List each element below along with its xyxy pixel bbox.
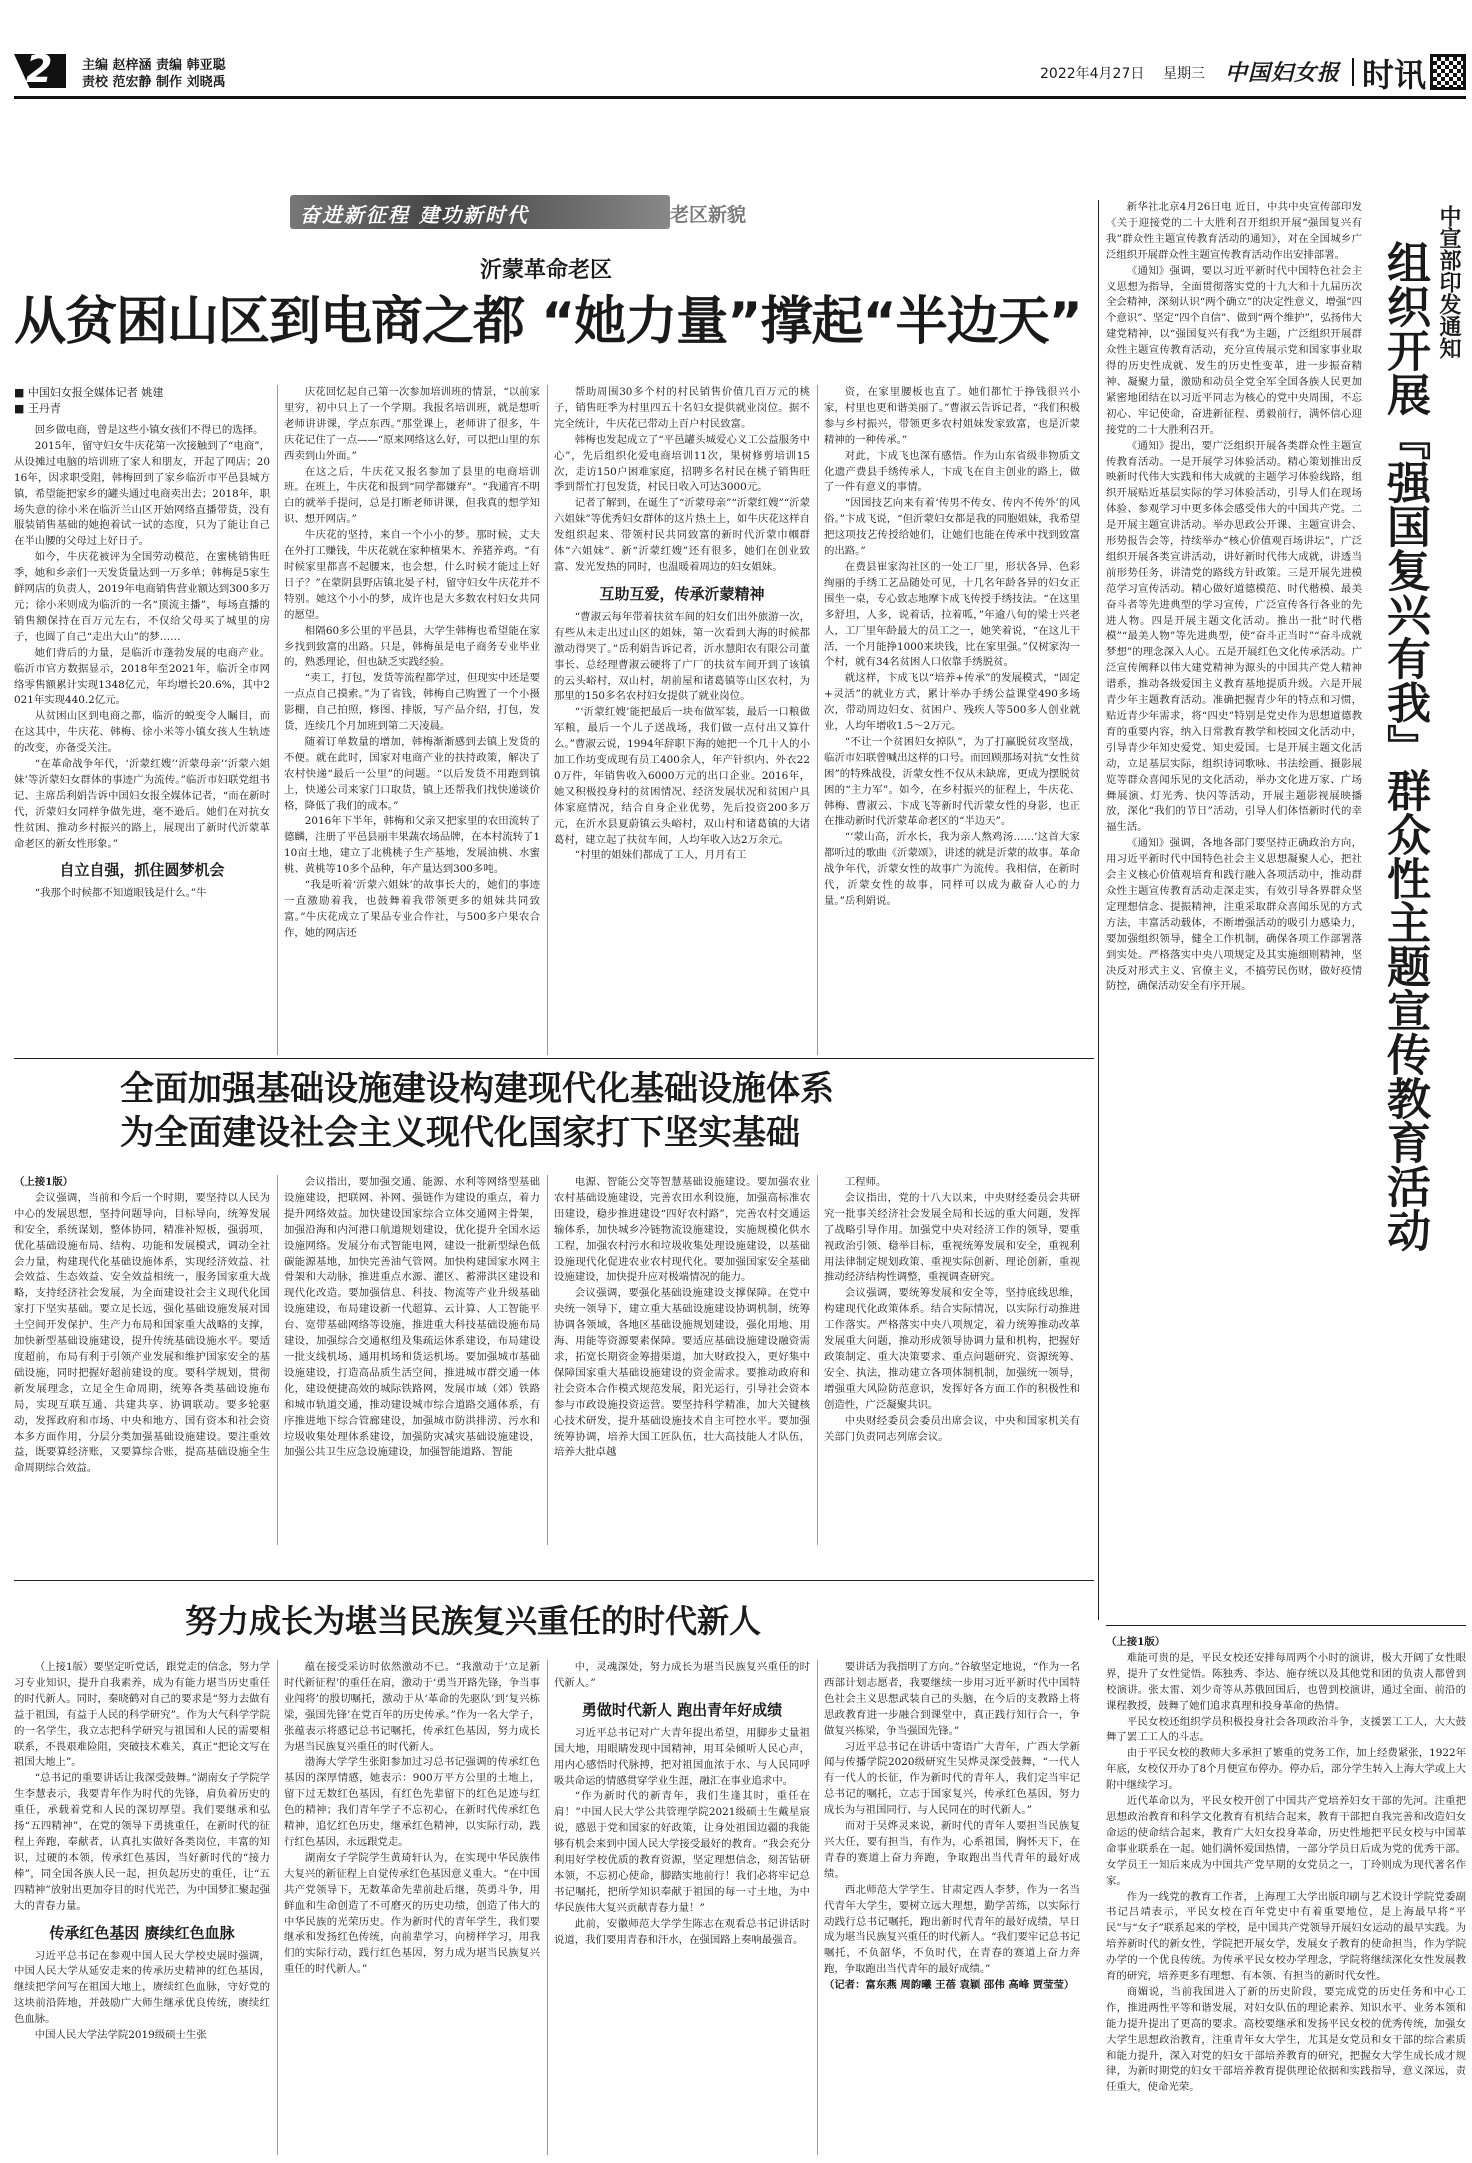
sidebar-article xyxy=(1106,200,1362,995)
paper-logo: 中国妇女报 xyxy=(1225,60,1341,86)
paragraph: （上接1版）要坚定听党话，跟党走的信念，努力学习专业知识，提升自我素养，成为有能力堪当历史重任的时代新人。同时，秦晓鹤对自己的要求是“努力去做有益于祖国，有益于人民的科学研究”。作为大气科学学院的一名学生，我立志把科学研究与祖国和人民的需要相联系，不畏艰难险阻，突破技术难关，真正“把论文写在祖国大地上”。 xyxy=(14,1661,270,1769)
paragraph: 《通知》提出，要广泛组织开展各类群众性主题宣传教育活动。一是开展学习体验活动。精心策划推出反映新时代伟大实践和伟大成就的主题学习体验线路，组织开展贴近基层实际的学习体验活动，引导人们在现场体验、参观学习中更多体会感受伟大的中国共产党。二是开展主题宣讲活动。举办思政公开课、主题宣讲会、形势报告会等，持续举办“核心价值观百场讲坛”，广泛组织开展各类宣讲活动，讲好新时代伟大成就，讲透当前形势任务，讲清党的路线方针政策。三是开展先进模范学习宣传活动。精心做好道德模范、时代楷模、最美奋斗者等先进典型的学习宣传，广泛宣传各行各业的先进人物。四是开展主题文化活动。推出一批“时代楷模”“最美人物”等先进典型，使“奋斗正当时”“奋斗成就梦想”的理念深入人心。五是开展红色文化传承活动。广泛宣传阐释以伟大建党精神为源头的中国共产党人精神谱系，推动各级爱国主义教育基地提质升级。六是开展青少年主题教育活动。准确把握青少年的特点和习惯，贴近青少年需求，将“四史”特别是党史作为思想道德教育的重要内容，纳入日常教育教学和校园文化活动中，引导青少年知史爱党、知史爱国。七是开展主题文化活动，立足基层实际，组织诗词歌咏、书法绘画、摄影展览等群众喜闻乐见的文化活动，举办文化进万家、广场舞展演、灯光秀、快闪等活动，开展主题影视展映播放，深化“我们的节日”活动，引导人们体悟新时代的幸福生活。 xyxy=(1106,439,1362,834)
sidebar-bottom-rule xyxy=(1106,1625,1466,1626)
article1-subheading-2: 互助互爱，传承沂蒙精神 xyxy=(599,584,765,603)
paragraph: 蕴在接受采访时依然激动不已。“我激动于‘立足新时代新征程’的重任在肩，激动于‘勇当开路先锋，争当事业闯将’的殷切嘱托，激动于从‘革命的先驱队’到‘复兴栋梁，强国先锋’在党百年的历史传承。”作为一名大学子，张蕴表示将感记总书记嘱托，传承红色基因，努力成长为堪当民族复兴重任的时代新人。 xyxy=(284,1661,540,1753)
article2-headline-1: 全面加强基础设施建设构建现代化基础设施体系 xyxy=(120,1069,834,1109)
article1-byline-1: ■ 中国妇女报全媒体记者 姚建 xyxy=(14,386,164,399)
article3-subheading-1: 传承红色基因 赓续红色血脉 xyxy=(49,1923,235,1942)
paragraph: “因国技艺向来有着‘传男不传女、传内不传外’的风俗。”卞成飞说，“但沂蒙妇女都是我的同胞姐妹，我希望把这项技艺传授给她们，让她们也能在传承中找到致富的出路。” xyxy=(824,497,1080,558)
column-rule xyxy=(277,385,278,1055)
paragraph: “曹淑云每年带着扶贫车间的妇女们出外旅游一次，有些从未走出过山区的姐妹，第一次看到大海的时候都激动得哭了。”岳利娟告诉记者，沂水慧阳农有限公司董事长、总经理曹淑云硬将了广厂的扶贫车间开到了该镇的云头峪村，双山村，胡前屋和诸葛镇等山区农村，为那里的150多名农村妇女提供了就业岗位。 xyxy=(554,610,810,703)
paragraph: “‘蒙山高，沂水长，我为亲人熬鸡汤……’这首大家都听过的歌曲《沂蒙颂》，讲述的就是沂蒙的故事。革命战争年代，沂蒙女性的故事广为流传。我相信，在新时代，沂蒙女性的故事，同样可以成为蔽奋人心的力量。”岳利娟说。 xyxy=(824,831,1080,907)
paragraph: 由于平民女校的教师大多承担了繁重的党务工作，加上经费紧张，1922年年底，女校仅开办了8个月便宣布停办。停办后，部分学生转入上海大学或上大附中继续学习。 xyxy=(1106,1747,1466,1792)
paragraph: 2015年，留守妇女牛庆花第一次接触到了“电商”，从设摊过电脑的培训班了家人和朋友，开起了网店；2016年，因求职受阻，韩梅回到了家乡临沂市平邑县城方镇，希望能把家乡的罐头通过电商卖出去；2018年，职场失意的徐小米在临沂兰山区开始网络直播带货，没有服装销售基础的她抱着试一试的态度，只为了能让自己在半山腰的父母过上好日子。 xyxy=(14,439,270,548)
paragraph: 新华社北京4月26日电 近日，中共中央宣传部印发《关于迎接党的二十大胜利召开组织开展“强国复兴有我”群众性主题宣传教育活动的通知》，对在全国城乡广泛组织开展群众性主题宣传教育活动作出安排部署。 xyxy=(1106,201,1362,261)
section-title: 时讯 xyxy=(1362,56,1427,94)
paragraph: 中，灵魂深处，努力成长为堪当民族复兴重任的时代新人。” xyxy=(554,1661,810,1689)
article1-subheading-1: 自立自强，抓住圆梦机会 xyxy=(59,861,225,880)
article1-column-3 xyxy=(554,385,810,864)
page-header xyxy=(0,0,1472,100)
paragraph: 电源、智能公交等智慧基础设施建设。要加强农业农村基础设施建设，完善农田水利设施，加强高标准农田建设，稳步推进建设“四好农村路”，完善农村交通运输体系，加快城乡冷链物流设施建设，实施规模化供水工程，加强农村污水和垃圾收集处理设施建设，以基础设施现代化促进农业农村现代化。要加强国家安全基础设施建设，加快提升应对极端情况的能力。 xyxy=(554,1176,810,1284)
banner-title: 奋进新征程 建功新时代 xyxy=(300,203,529,227)
article2-column-3 xyxy=(554,1175,810,1461)
reporters: （记者：富东燕 周韵曦 王蓓 袁颖 邵伟 高峰 贾莹莹） xyxy=(824,1979,1075,1992)
editors-line-2: 责校 范宏静 制作 刘晓禹 xyxy=(82,75,226,90)
article3-column-1 xyxy=(14,1660,270,2044)
paragraph: 《通知》强调，要以习近平新时代中国特色社会主义思想为指导，全面贯彻落实党的十九大和十九届历次全会精神，深刻认识“两个确立”的决定性意义，增强“四个意识”、坚定“四个自信”、做到“两个维护”，弘扬伟大建党精神，以“强国复兴有我”为主题，广泛组织开展群众性主题宣传教育活动，充分宣传展示党和国家事业取得的历史性成就、发生的历史性变革，进一步振奋精神、凝聚力量，激励和动员全党全军全国各族人民更加紧密地团结在以习近平同志为核心的党中央周围，不忘初心、牢记使命，奋进新征程、勇毅前行，满怀信心迎接党的二十大胜利召开。 xyxy=(1106,264,1362,436)
column-rule xyxy=(547,385,548,1055)
paragraph: 作为一线党的教育工作者，上海理工大学出版印刷与艺术设计学院党委副书记吕靖表示，平民女校在百年党史中有着重要地位，是上海最早将“平民”与“女子”联系起来的学校，是中国共产党领导开展妇女运动的最早实践。为培养新时代的新女性，学院把开展女学，发展女子教育的使命担当，作为学院办学的一个优良传统。为传承平民女校办学理念，学院将继续深化女性发展教育的研究，培养更多有理想、有本领、有担当的新时代女性。 xyxy=(1106,1890,1466,1983)
paragraph: 就这样，卞成飞以“培养+传承”的发展模式，“固定+灵活”的就业方式，累计举办手绣公益课堂490多场次，带动周边妇女、贫困户、残疾人等500多人创业就业，人均年增收1.5～2万元。 xyxy=(824,672,1080,733)
paragraph: “卖工，打包，发货等流程都学过，但现实中还是要一点点自己摸索。”为了省钱，韩梅自己购置了一个小摄影棚，自己拍照，修图、排版，写产品介绍，打包，发货，连续几个月加班到第二天凌晨。 xyxy=(284,672,540,733)
paragraph: 回乡做电商，曾是这些小镇女孩们不得已的选择。 xyxy=(34,424,264,436)
paragraph: （上接1版） xyxy=(14,1176,74,1188)
paragraph: （上接1版） xyxy=(1106,1636,1166,1648)
article1-column-2 xyxy=(284,385,540,942)
paragraph: “我那个时候都不知道眼钱是什么。”牛 xyxy=(34,887,207,900)
article2-column-4 xyxy=(824,1175,1080,1445)
editors-line-1: 主编 赵梓涵 责编 韩亚聪 xyxy=(82,58,226,73)
paragraph: “不让一个贫困妇女掉队”，为了打赢脱贫攻坚战，临沂市妇联曾喊出这样的口号。而回顾那场对抗“女性贫困”的特殊战役，沂蒙女性不仅从未缺席，更成为摆脱贫困的“主力军”。如今，在乡村振兴的征程上，牛庆花、韩梅、曹淑云、卞成飞等新时代沂蒙女性的身影，也正在推动新时代沂蒙革命老区的“半边天”。 xyxy=(824,735,1080,828)
paragraph: 习近平总书记在讲话中寄语广大青年，广西大学新闻与传播学院2020级研究生吴烨灵深受鼓舞，“一代人有一代人的长征，作为新时代的青年人，我们定当牢记总书记的嘱托，立志于国家复兴，传承红色基因，努力成长为与祖国同行、与人民同在的时代新人。” xyxy=(824,1740,1080,1817)
paragraph: “作为新时代的新青年，我们生逢其时，重任在肩！”中国人民大学公共管理学院2021级硕士生戴星宸说，感恩于党和国家的好政策，让身处祖国边疆的我能够有机会来到中国人民大学接受最好的教育。“我会充分利用好学校优质的教育资源，坚定理想信念，刻苦钻研本领，不忘初心使命，脚踏实地前行！我们必将牢记总书记嘱托，把所学知识奉献于祖国的每一寸土地，为中华民族伟大复兴贡献青春力量！” xyxy=(554,1790,810,1914)
article1-kicker: 沂蒙革命老区 xyxy=(480,257,613,283)
sidebar-rule xyxy=(1098,200,1099,1620)
column-rule xyxy=(547,1175,548,1545)
paragraph: 要讲话为我指明了方向。”谷敏坚定地说，“作为一名西部计划志愿者，我要继续一步用习近平新时代中国特色社会主义思想武装自己的头脑，在今后的支教路上将思政教育进一步融合到课堂中，真正践行知行合一，争做复兴栋梁，争当强国先锋。” xyxy=(824,1661,1080,1737)
sidebar-headline: 组织开展『强国复兴有我』群众性主题宣传教育活动 xyxy=(1379,240,1430,1252)
paragraph: 2016年下半年，韩梅和父亲又把家里的农田流转了德麟，注册了平邑县丽丰果蔬农场品牌，在本村流转了110亩土地，建立了北桃桃子生产基地，发展油桃、水蜜桃、黄桃等10多个品种，年产量达到300多吨。 xyxy=(284,815,540,876)
paragraph: 此前，安徽师范大学学生陈志在观看总书记讲话时说道，我们要用青春和汗水，在强国路上奏响最强音。 xyxy=(554,1917,810,1946)
article1-headline: 从贫困山区到电商之都 “她力量”撑起“半边天” xyxy=(14,292,1082,352)
article1-column-1 xyxy=(14,385,270,902)
column-rule xyxy=(817,1660,818,2155)
paragraph: 对此，卞成飞也深有感悟。作为山东省级非物质文化遗产费县手绣传承人，卞成飞在自主创业的路上，做了一件有意义的事情。 xyxy=(824,449,1080,494)
paragraph: 湖南女子学院学生黄琦轩认为，在实现中华民族伟大复兴的新征程上自觉传承红色基因意义重大。“在中国共产党领导下，无数革命先辈前赴后继，英勇斗争，用鲜血和生命创造了不可磨灭的历史功绩，创造了伟大的中华民族的光荣历史。作为新时代的青年学生，我们要继承和发扬红色传统，向前辈学习，向榜样学习，用我们的实际行动，践行红色基因，努力成为堪当民族复兴重任的时代新人。” xyxy=(284,1851,540,1976)
article2-headline-2: 为全面建设社会主义现代化国家打下坚实基础 xyxy=(120,1113,800,1153)
article2-column-2 xyxy=(284,1175,540,1461)
column-rule xyxy=(277,1660,278,2155)
paragraph: 商媚说，当前我国进入了新的历史阶段，要完成党的历史任务和中心工作，推进两性平等和谐发展，对妇女队伍的理论素养、知识水平、业务本领和能力提升提出了更高的要求。高校要继承和发扬平民女校的优秀传统，加强女大学生思想政治教育，注重青年女大学生，尤其是女党员和女干部的综合素质和能力提升，深入对党的妇女干部培养教育的研究，把握女大学生成长成才规律，为新时期党的妇女干部培养教育提供理论依据和实践指导，意义深远，责任重大，使命光荣。 xyxy=(1106,1985,1466,2094)
paragraph: “‘沂蒙红嫂’能把最后一块布做军装，最后一口粮做军粮，最后一个儿子送战场，我们做一点付出又算什么。”曹淑云说，1994年辞职下海的她把一个几十人的小加工作坊变成现有员工400余人，年产针织内、外衣220万件，年销售收入6000万元的出口企业。2016年，她又积极投身村的贫困情况、经济发展状况和贫困户具体家庭情况，结合自身企业优势，先后投资200多万元，在沂水县夏蔚镇云头峪村，双山村和诸葛镇的大诸葛村，建立起了扶贫车间，人均年收入达2万余元。 xyxy=(554,706,810,846)
paragraph: 会议指出，党的十八大以来，中央财经委员会共研究一批事关经济社会发展全局和长远的重大问题，发挥了战略引导作用。加强党中央对经济工作的领导，要重视政治引领、稳举目标，重视统筹发展和安全，重视利用法律制定规划政策、重视实际创新、理论创新，重视推动经济结构性调整，重视调查研究。 xyxy=(824,1191,1080,1284)
paragraph: 工程师。 xyxy=(844,1176,887,1188)
paragraph: 西北师范大学学生、甘肃定西人李梦，作为一名当代青年大学生，要树立远大理想，勤学苦练，以实际行动践行总书记嘱托，跑出新时代青年的最好成绩，早日成为堪当民族复兴重任的时代新人。“我们要牢记总书记嘱托，不负韶华，不负时代，在青春的赛道上奋力奔跑，争取跑出当代青年的最好成绩。” xyxy=(824,1883,1080,1976)
issue-weekday: 星期三 xyxy=(1163,66,1205,82)
right-continuation-article xyxy=(1106,1635,1466,2155)
paragraph: 从贫困山区到电商之都，临沂的蜕变令人瞩目，而在这其中，牛庆花、韩梅、徐小米等小镇女孩人生轨迹的改变，亦备受关注。 xyxy=(14,710,270,755)
section-divider xyxy=(1352,58,1354,86)
paragraph: 资，在家里腰板也直了。她们都忙于挣钱很兴小家，村里也更和谐美丽了。”曹淑云告诉记者，“我们积极参与乡村振兴，带领更多农村姐妹发家致富，也是沂蒙精神的一种传承。” xyxy=(824,386,1080,446)
paragraph: 平民女校还组织学员积极投身社会各项政治斗争，支援罢工工人，大大鼓舞了罢工工人的斗志。 xyxy=(1106,1715,1466,1744)
article3-column-4 xyxy=(824,1660,1080,1994)
paragraph: 会议指出，要加强交通、能源、水利等网络型基础设施建设，把联网、补网、强链作为建设的重点，着力提升网络效益。加快建设国家综合立体交通网主骨架，加强沿海和内河港口航道规划建设，优化提升全国水运设施网络。发展分布式智能电网，建设一批新型绿色低碳能源基地，加快完善油气管网。加快构建国家水网主骨架和大动脉，推进重点水源、灌区、蓄滞洪区建设和现代化改造。要加强信息、科技、物流等产业升级基础设施建设，布局建设新一代超算、云计算、人工智能平台、宽带基础网络等设施，推进重大科技基础设施布局建设，加强综合交通枢纽及集疏运体系建设，布局建设一批支线机场、通用机场和货运机场。要加强城市基础设施建设，打造高品质生活空间，推进城市群交通一体化，建设便捷高效的城际铁路网，发展市域（郊）铁路和城市轨道交通，推动建设城市综合道路交通体系，有序推进地下综合管廊建设，加强城市防洪排涝、污水和垃圾收集处理体系建设，加强防灾减灾基础设施建设，加强公共卫生应急设施建设，加强智能道路、智能 xyxy=(284,1176,540,1459)
paragraph: 习近平总书记在参观中国人民大学校史展时强调，中国人民大学从延安走来的传承历史精神的红色基因，继续把学问写在祖国大地上，赓续红色血脉，守好党的这块前沿阵地，并鼓励广大师生继承优良传统，赓续红色血脉。 xyxy=(14,1949,270,2026)
paragraph: 庆花回忆起自己第一次参加培训班的情景，“以前家里穷，初中只上了一个学期。我报名培训班，就是想听老师讲讲课，学点东西。”那堂课上，老师讲了很多，牛庆花记住了一点——“原来网络这么好，可以把山里的东西卖到山外面。” xyxy=(284,386,540,462)
article3-subheading-2: 勇做时代新人 跑出青年好成绩 xyxy=(581,1700,783,1719)
column-rule xyxy=(817,385,818,1055)
paragraph: 相隔60多公里的平邑县，大学生韩梅也希望能在家乡找到致富的出路。只是，韩梅虽是电子商务专业毕业的，熟悉理论，但也缺乏实践经验。 xyxy=(284,624,540,669)
paragraph: “总书记的重要讲话让我深受鼓舞。”湖南女子学院学生李慧表示，我要青年作为时代的先锋，肩负着历史的重任，承载着党和人民的深切厚望。我们要继承和弘扬“五四精神”，在党的领导下勇挑重任，在新时代的征程上奔跑，奉献者，认真扎实做好各类岗位，丰富的知识，过硬的本领，传承红色基因，当好新时代的“接力棒”，同全国各族人民一起，担负起历史的重任，让“五四精神”放射出更加夺目的时代光芒，为中国梦汇聚起强大的青春力量。 xyxy=(14,1772,270,1912)
page-number: 2 xyxy=(26,47,53,91)
article2-column-1 xyxy=(14,1175,270,1477)
paragraph: “我是听着‘沂蒙六姐妹’的故事长大的，她们的事迹一直激励着我，也鼓舞着我带领更多的姐妹共同致富。”牛庆花成立了果品专业合作社，与500多户果农合作，她的网店还 xyxy=(284,879,540,939)
paragraph: 会议强调，要强化基础设施建设支撑保障。在党中央统一领导下，建立重大基础设施建设协调机制，统筹协调各领域，各地区基础设施规划建设，强化用地、用海、用能等资源要素保障。要适应基础设施建设融资需求，拓宽长期资金筹措渠道，加大财政投入，更好集中保障国家重大基础设施建设的资金需求。要推动政府和社会资本合作模式规范发展，阳光运行，引导社会资本参与市政设施投资运营。要坚持科学精准，加大关键核心技术研发，提升基础设施技术自主可控水平。要加强统筹协调，培养大国工匠队伍，壮大高技能人才队伍，培养大批卓越 xyxy=(554,1287,810,1459)
article3-headline: 努力成长为堪当民族复兴重任的时代新人 xyxy=(185,1602,762,1640)
section-rule xyxy=(14,1058,1094,1059)
paragraph: 中国人民大学法学院2019级硕士生张 xyxy=(34,2029,207,2042)
paragraph: 近代革命以为，平民女校开创了中国共产党培养妇女干部的先河。注重把思想政治教育和科学文化教育有机结合起来，教育干部把自我完善和改造妇女命运的使命结合起来，教育广大妇女投身革命，历史性地把平民女校与中国革命事业联系在一起。她们满怀爱国热情，一部分学员日后成为党的优秀干部。女学员王一知后来成为中国共产党早期的女党员之一，丁玲则成为现代著名作家。 xyxy=(1106,1795,1466,1887)
article1-column-4 xyxy=(824,385,1080,910)
column-rule xyxy=(547,1660,548,2155)
article3-column-3 xyxy=(554,1660,810,1949)
paragraph: 记者了解到，在诞生了“沂蒙母亲”“沂蒙红嫂”“沂蒙六姐妹”等优秀妇女群体的这片热土上，如牛庆花这样自发组织起来、带领村民共同致富的新时代沂蒙巾帼群体“六姐妹”、新“沂蒙红嫂”还有很多，她们在创业致富、发光发热的同时，也温暖着周边的妇女姐妹。 xyxy=(554,497,810,573)
paragraph: 她们背后的力量，是临沂市蓬勃发展的电商产业。临沂市官方数据显示，2018年至2021年，临沂全市网络零售额累计实现1348亿元，年均增长20.6%，其中2021年实现440.2亿元。 xyxy=(14,646,270,707)
paragraph: 韩梅也发起成立了“平邑罐头城爱心义工公益服务中心”，先后组织化爱电商培训11次，果树修剪培训15次，走访150户困难家庭，招聘多名村民在桃子销售旺季到帮忙打包发货，村民日收入可达3000元。 xyxy=(554,433,810,494)
paragraph: 难能可贵的是，平民女校还安排每周两个小时的演讲，极大开阔了女性眼界，提升了女性觉悟。陈独秀、李达、施存统以及其他党和团的负责人都曾到校演讲。张太雷、刘少奇等从苏俄回国后，也曾到校演讲，通过全面、前沿的课程教授，鼓舞了她们追求真理和投身革命的热情。 xyxy=(1106,1651,1466,1712)
paragraph: 如今，牛庆花被评为全国劳动模范，在蜜桃销售旺季，她和乡亲们一天发货量达到一万多单；韩梅是5家生鲜网店的负责人，2019年电商销售营业额达到300多万元；徐小米则成为临沂的一名“顶流主播”，每场直播的销售额保持在百万元左右，不仅给父母买了城里的房子，也圆了自己“走出大山”的梦…… xyxy=(14,551,270,643)
paragraph: 而对于吴烨灵来说，新时代的青年人要担当民族复兴大任，要有担当，有作为，心系祖国，胸怀天下，在青春的赛道上奋力奔跑，争取跑出当代青年的最好成绩。 xyxy=(824,1820,1080,1880)
article3-column-2 xyxy=(284,1660,540,1978)
sidebar-org: 中宣部印发通知 xyxy=(1436,205,1462,359)
column-rule xyxy=(817,1175,818,1545)
paragraph: 在费县崔家沟社区的一处工厂里，形状各异、色彩绚丽的手绣工艺品随处可见，十几名年龄各异的妇女正围坐一桌，专心致志地摩卞成飞传授手绣技法。“在这里多舒坦，人多，说着话，拉着呱，”年逾八旬的梁士兴老人，工厂里年龄最大的员工之一，她笑着说，“在这儿干活，一个月能挣1000来块钱，比在家里强。”仅树家沟一个村，就有34名贫困人口依靠手绣脱贫。 xyxy=(824,560,1080,669)
paragraph: 牛庆花的坚持，来自一个小小的梦。那时候，丈夫在外打工赚钱，牛庆花就在家种植果木、养猪养鸡。“有时候家里都喜不起腰来，也会想，什么时候才能过上好日子？”在蒙阴县野店镇北晏子村，留守妇女牛庆花并不特别。她这个小小的梦，成许也是大多数农村妇女共同的愿望。 xyxy=(284,529,540,621)
paragraph: 在这之后，牛庆花又报名参加了县里的电商培训班。在班上，牛庆花和报到“同学都嫌弃”。“我通宵不明白的就举手提问，总是打断老师讲课，但我真的想学知识、想开网店。” xyxy=(284,465,540,526)
article1-byline-2: ■ 王丹青 xyxy=(14,402,61,415)
paragraph: 中央财经委员会委员出席会议，中央和国家机关有关部门负责同志列席会议。 xyxy=(824,1414,1080,1443)
banner-tag: 老区新貌 xyxy=(670,204,747,226)
paragraph: 帮助周围30多个村的村民销售价值几百万元的桃子，销售旺季为村里四五十名妇女提供就业岗位。据不完全统计，牛庆花已带动上百户村民致富。 xyxy=(554,386,810,430)
header-rule xyxy=(14,96,1466,99)
paragraph: “在革命战争年代，‘沂蒙红嫂’‘沂蒙母亲’‘沂蒙六姐妹’等沂蒙妇女群体的事迹广为流传。”临沂市妇联党组书记、主席岳利娟告诉中国妇女报全媒体记者，“而在新时代，沂蒙妇女同样争做先进，毫不逊后。她们在对抗女性贫困、推动乡村振兴的路上，展现出了新时代沂蒙革命老区的新女性形象。” xyxy=(14,758,270,850)
paragraph: 渤海大学学生张阳参加过习总书记强调的传承红色基因的深厚情感，她表示：900万平方公里的土地上，留下过无数红色基因，有红色先辈留下的红色足迹与红色的精神；我们青年学子不忘初心，在新时代传承红色精神，追忆红色历史，继承红色精神，以实际行动，践行红色基因，永远跟党走。 xyxy=(284,1756,540,1848)
section-rule xyxy=(14,1580,1094,1581)
paragraph: 习近平总书记对广大青年提出希望，用脚步丈量祖国大地，用眼睛发现中国精神，用耳朵倾听人民心声，用内心感悟时代脉搏，把对祖国血浓于水、与人民同呼吸共命运的情感贯穿学业生涯，融汇在事业追求中。 xyxy=(554,1726,810,1787)
paragraph: 随着订单数量的增加，韩梅渐渐感到去镇上发货的不便。就在此时，国家对电商产业的扶持政策，解决了农村快递“最后一公里”的问题。“以后发货不用跑到镇上，快递公司来家门口取货，镇上还帮我们找快递谈价格，降低了我们的成本。” xyxy=(284,735,540,812)
paragraph: “村里的姐妹们都成了工人，月月有工 xyxy=(574,849,747,862)
issue-date: 2022年4月27日 xyxy=(1040,66,1145,82)
column-rule xyxy=(277,1175,278,1545)
paragraph: 会议强调，要统筹发展和安全等，坚持底线思维，构建现代化政策体系。结合实际情况，以实际行动推进工作落实。严格落实中央八项规定，着力统筹推动改革发展重大问题，推动形成领导协调力量和机构，把握好政策制定、重大决策要求、重点问题研究、资源统筹、安全、执法，推动建立各项体制机制，加强统一领导，增强重大风险防范意识，发挥好各方面工作的积极性和创造性，广泛凝聚共识。 xyxy=(824,1287,1080,1411)
paragraph: 《通知》强调，各地各部门要坚持正确政治方向，用习近平新时代中国特色社会主义思想凝聚人心，把社会主义核心价值观培育和践行融入各项活动中，推动群众性主题宣传教育活动走深走实，有效引导各界群众坚定理想信念、提振精神，注重采取群众喜闻乐见的方式方法，丰富活动载体，不断增强活动的吸引力感染力，要加强组织领导，健全工作机制，确保各项工作部署落到实处。严格落实中央八项规定及其实施细则精神，坚决反对形式主义、官僚主义，不搞劳民伤财，做好疫情防控，确保活动安全有序开展。 xyxy=(1106,837,1362,993)
paragraph: 会议强调，当前和今后一个时期，要坚持以人民为中心的发展思想，坚持问题导向，目标导向，统筹发展和安全，系统谋划，整体协同，精准补短板，强弱项，优化基础设施布局、结构、功能和发展模式，调动全社会力量，构建现代化基础设施体系，实现经济效益、社会效益、生态效益、安全效益相统一，服务国家重大战略，支持经济社会发展，为全面建设社会主义现代化国家打下坚实基础。要立足长远，强化基础设施发展对国土空间开发保护、生产力布局和国家重大战略的支撑，加快新型基础设施建设，提升传统基础设施水平。要适度超前，布局有利于引领产业发展和维护国家安全的基础设施，同时把握好超前建设的度。要科学规划，贯彻新发展理念，立足全生命周期，统筹各类基础设施布局，实现互联互通、共建共享、协调联动。要多轮驱动，发挥政府和市场、中央和地方、国有资本和社会资本多方面作用，分层分类加强基础设施建设。要注重效益，既要算经济账，又要算综合账，提高基础设施全生命周期综合效益。 xyxy=(14,1191,270,1475)
qr-code-icon xyxy=(1430,54,1466,90)
